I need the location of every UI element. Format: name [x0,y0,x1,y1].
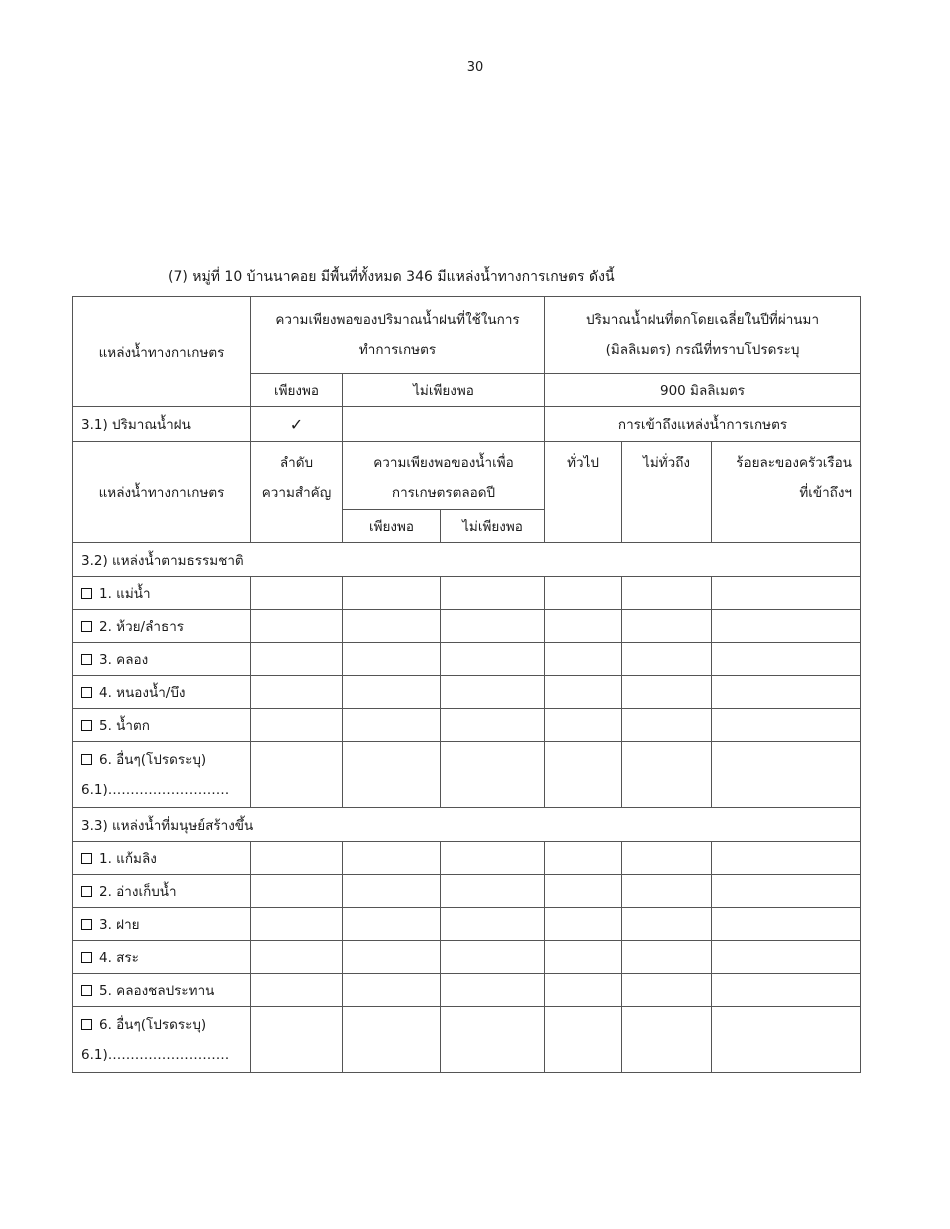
other-specify-line: 6.1)……………………… [81,1046,230,1063]
list-item[interactable]: 1. แม่น้ำ [73,577,251,610]
list-item[interactable]: 5. คลองชลประทาน [73,974,251,1007]
subheader-source-label: แหล่งน้ำทางกาเกษตร [73,442,251,543]
list-item[interactable]: 2. ห้วย/ลำธาร [73,610,251,643]
natural-heading: 3.2) แหล่งน้ำตามธรรมชาติ [73,543,861,577]
checkbox[interactable] [81,720,92,731]
list-item[interactable]: 3. คลอง [73,643,251,676]
rain-insufficient-cell[interactable] [343,407,545,442]
section-title: (7) หมู่ที่ 10 บ้านนาคอย มีพื้นที่ทั้งหมด 346 มีแหล่งน้ำทางการเกษตร ดังนี้ [168,269,615,285]
table-row [73,908,861,941]
subheader-insufficient: ไม่เพียงพอ [441,510,545,543]
checkbox[interactable] [81,654,92,665]
table-row [73,577,861,610]
header-sufficient: เพียงพอ [251,374,343,407]
list-item[interactable]: 2. อ่างเก็บน้ำ [73,875,251,908]
header-rain-sufficiency: ความเพียงพอของปริมาณน้ำฝนที่ใช้ในการ ทำการเกษตร [251,297,545,374]
checkbox[interactable] [81,952,92,963]
list-item[interactable]: 5. น้ำตก [73,709,251,742]
checkbox[interactable] [81,919,92,930]
table-row [73,643,861,676]
checkbox[interactable] [81,588,92,599]
list-item[interactable]: 6. อื่นๆ(โปรดระบุ) 6.1)……………………… [73,742,251,808]
subheader-sufficient: เพียงพอ [343,510,441,543]
checkbox[interactable] [81,687,92,698]
checkbox[interactable] [81,886,92,897]
other-specify-line: 6.1)……………………… [81,781,230,798]
subheader-rank: ลำดับ ความสำคัญ [251,442,343,543]
rain-sufficient-check[interactable]: ✓ [251,407,343,442]
subheader-general: ทั่วไป [545,442,622,543]
subheader-yearround: ความเพียงพอของน้ำเพื่อ การเกษตรตลอดปี [343,442,545,510]
rain-row-label: 3.1) ปริมาณน้ำฝน [73,407,251,442]
rainfall-value: 900 มิลลิเมตร [545,374,861,407]
list-item[interactable]: 1. แก้มลิง [73,842,251,875]
list-item[interactable]: 4. สระ [73,941,251,974]
list-item[interactable]: 6. อื่นๆ(โปรดระบุ) 6.1)……………………… [73,1007,251,1073]
checkbox[interactable] [81,621,92,632]
access-header: การเข้าถึงแหล่งน้ำการเกษตร [545,407,861,442]
checkbox[interactable] [81,1019,92,1030]
subheader-percent: ร้อยละของครัวเรือน ที่เข้าถึงฯ [712,442,861,543]
subheader-not-general: ไม่ทั่วถึง [622,442,712,543]
checkbox[interactable] [81,853,92,864]
table-row [73,610,861,643]
page-number: 30 [466,60,484,75]
list-item[interactable]: 3. ฝาย [73,908,251,941]
table-row [73,676,861,709]
list-item[interactable]: 4. หนองน้ำ/บึง [73,676,251,709]
manmade-heading: 3.3) แหล่งน้ำที่มนุษย์สร้างขึ้น [73,808,861,842]
header-source-label: แหล่งน้ำทางกาเกษตร [73,297,251,407]
table-row [73,742,861,808]
header-rainfall: ปริมาณน้ำฝนที่ตกโดยเฉลี่ยในปีที่ผ่านมา (มิลลิเมตร) กรณีที่ทราบโปรดระบุ [545,297,861,374]
water-source-table [72,296,861,1073]
table-row [73,974,861,1007]
table-row [73,842,861,875]
table-row [73,941,861,974]
table-row [73,1007,861,1073]
header-insufficient: ไม่เพียงพอ [343,374,545,407]
checkbox[interactable] [81,754,92,765]
checkbox[interactable] [81,985,92,996]
table-row [73,709,861,742]
table-row [73,875,861,908]
